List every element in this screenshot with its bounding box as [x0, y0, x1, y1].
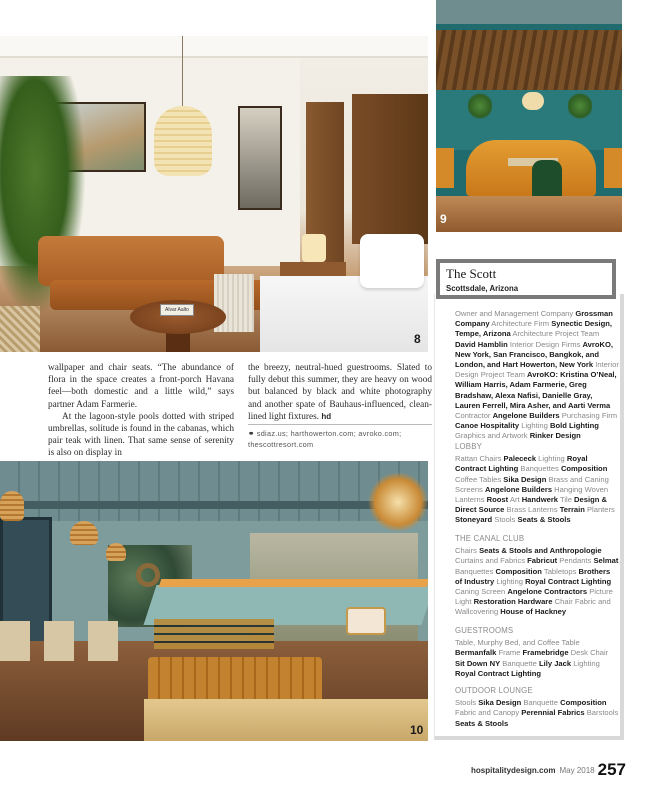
- footer-date: May 2018: [559, 766, 595, 775]
- project-location: Scottsdale, Arizona: [446, 284, 519, 293]
- credits-guestrooms: [455, 626, 619, 679]
- page-number: 257: [597, 760, 626, 779]
- article-paragraph: wallpaper and chair seats. “The abundance of flora in the space creates a front-porch Havana feel—both domestic and a little wild,” says partner Adam Farmerie.: [48, 363, 234, 410]
- wall-sconce: [346, 607, 386, 635]
- credit-company: Lily Jack: [539, 658, 572, 668]
- credits-text: sdiaz.us; harthowerton.com; avroko.com; thescottresort.com: [248, 429, 402, 449]
- credit-role: Stools: [492, 515, 518, 525]
- credit-role: Banquette: [500, 658, 539, 668]
- credit-role: Owner and Management Company: [455, 309, 576, 318]
- credit-company: Sika Design: [503, 474, 547, 484]
- caning-screens: [154, 619, 274, 649]
- credit-company: Composition: [560, 698, 607, 708]
- photo-credits: [248, 424, 432, 450]
- credit-role: Architecture Project Team: [510, 329, 600, 339]
- side-booth-left: [436, 148, 454, 188]
- article-column-1: [48, 362, 234, 460]
- credit-company: Seats & Stools: [455, 718, 509, 728]
- woven-pendant-3: [0, 491, 24, 521]
- credit-role: Picture Light: [455, 587, 613, 607]
- dining-table: [144, 699, 428, 741]
- credit-company: Angelone Contractors: [507, 587, 588, 597]
- credit-role: Architecture Firm: [489, 319, 552, 329]
- link-icon: ⚭: [248, 429, 255, 438]
- credit-role: Banquettes: [455, 566, 496, 576]
- wood-ceiling-slats: [436, 30, 622, 90]
- credit-role: Desk Chair: [568, 648, 609, 658]
- pillow: [360, 234, 424, 288]
- credit-company: AvroKO: Kristina O’Neal, William Harris, Adam Farmerie, Greg Bradshaw, Alexa Nafisi, Danielle Gray, Lauren Ferrell, Mira Asher, and Aarti Verma: [455, 370, 617, 410]
- ceiling: [0, 36, 428, 58]
- lobby-photo: [0, 461, 428, 741]
- article-paragraph: At the lagoon-style pools dotted with striped umbrellas, solitude is found in the cabanas, which pair teak with linen. That same sense of serenity is also on display in: [48, 411, 234, 459]
- credit-role: Brass and Caning Screens: [455, 474, 609, 494]
- potted-plant-left: [468, 92, 492, 120]
- credit-role: Frame: [496, 648, 523, 658]
- bistro-tables: [0, 621, 120, 661]
- credit-company: Royal Contract Lighting: [455, 668, 542, 678]
- credit-company: Composition: [560, 464, 608, 474]
- credit-company: Seats & Stools: [517, 515, 571, 525]
- coffee-table-base: [166, 332, 190, 352]
- article-paragraph-text: the breezy, neutral-hued guestrooms. Slated to fully debut this summer, they are heavy on wood but balanced by black and white photography and another spate of Bauhaus-influenced, clean-lined light fixtures.: [248, 363, 432, 422]
- credit-company: Canoe Hospitality: [455, 421, 520, 431]
- credit-role: Brass Lanterns: [504, 505, 560, 515]
- credits-outdoor-lounge: [455, 686, 619, 729]
- credit-role: Fabric and Canopy: [455, 708, 522, 718]
- credits-lobby: [455, 442, 619, 526]
- pendant-lamp: [154, 106, 212, 176]
- credits-section-body: [455, 698, 619, 729]
- credit-company: Handwerk: [521, 495, 558, 505]
- wood-screen: [352, 94, 428, 244]
- credits-canal-club: [455, 534, 619, 618]
- credit-company: Angelone Builders: [492, 411, 560, 421]
- project-title: The Scott: [446, 266, 497, 281]
- credit-role: Interior Design Firms: [507, 339, 583, 349]
- leather-banquette: [148, 657, 322, 703]
- credit-company: Royal Contract Lighting: [455, 454, 588, 474]
- side-booth-right: [604, 148, 622, 188]
- credit-company: Brothers of Industry: [455, 566, 611, 586]
- credit-company: Composition: [495, 566, 542, 576]
- credit-company: Sit Down NY: [455, 658, 501, 668]
- credit-role: Contractor: [455, 411, 493, 421]
- credit-role: Art: [508, 495, 522, 505]
- credits-section-heading: LOBBY: [455, 442, 483, 451]
- credit-company: Framebridge: [522, 648, 569, 658]
- hd-signoff: hd: [321, 411, 332, 421]
- credit-company: Angelone Builders: [484, 484, 553, 494]
- credit-company: Roost: [486, 495, 509, 505]
- credit-role: Banquette: [521, 698, 561, 708]
- credit-company: Restoration Hardware: [473, 597, 553, 607]
- credit-company: Rinker Design: [529, 431, 581, 441]
- guestroom-photo: [0, 36, 428, 352]
- credit-role: Lighting: [519, 421, 550, 431]
- wall-photo-right: [238, 106, 282, 210]
- woven-pendant-1: [70, 521, 98, 545]
- credit-role: Lighting: [494, 576, 526, 586]
- footer-site: hospitalitydesign.com: [471, 766, 556, 775]
- brass-chandelier: [368, 473, 428, 531]
- credit-role: Tile: [558, 495, 575, 505]
- slatted-ceiling: [0, 461, 428, 521]
- credit-company: Stoneyard: [455, 515, 493, 525]
- woven-pot: [0, 306, 40, 352]
- ceiling: [436, 0, 622, 24]
- article-paragraph: [248, 362, 432, 423]
- coffee-table-book: Alvar Aalto: [160, 304, 194, 316]
- table-lamp: [302, 234, 326, 262]
- credit-company: Selmat: [593, 556, 619, 566]
- credit-role: Lighting: [536, 454, 567, 464]
- credits-section-body: [455, 546, 619, 617]
- credit-role: Banquettes: [518, 464, 561, 474]
- woven-wall-decor: [136, 563, 160, 587]
- credit-role: Chairs: [455, 546, 480, 556]
- credit-company: Perennial Fabrics: [521, 708, 585, 718]
- credit-role: Graphics and Artwork: [455, 431, 530, 441]
- credit-role: Purchasing Firm: [559, 411, 618, 421]
- credit-company: Sika Design: [478, 698, 522, 708]
- credits-section-heading: THE CANAL CLUB: [455, 534, 525, 543]
- credit-role: Hanging Woven Lanterns: [455, 484, 609, 505]
- credit-company: Fabricut: [527, 556, 558, 566]
- credits-section-heading: OUTDOOR LOUNGE: [455, 686, 533, 695]
- credit-role: Barstools: [584, 708, 619, 718]
- credit-company: House of Hackney: [500, 607, 567, 617]
- credit-company: Palececk: [503, 454, 537, 464]
- credit-company: Design & Direct Source: [455, 495, 607, 515]
- credit-company: Terrain: [559, 505, 585, 515]
- credit-company: Bermanfalk: [455, 648, 497, 658]
- credit-company: Royal Contract Lighting: [525, 576, 612, 586]
- woven-pendant-2: [106, 543, 126, 561]
- sidebar-title-box: [436, 259, 616, 299]
- credit-role: Coffee Tables: [455, 474, 504, 484]
- credit-role: Curtains and Fabrics: [455, 556, 528, 566]
- leather-sofa-back: [38, 236, 224, 286]
- credit-role: Lighting: [571, 658, 600, 668]
- wood-floor: [436, 196, 622, 232]
- credit-role: Planters: [584, 505, 615, 515]
- credits-section-heading: GUESTROOMS: [455, 626, 514, 635]
- potted-plant-right: [568, 92, 592, 120]
- article-column-2: [248, 362, 432, 423]
- photo-number-8: 8: [414, 332, 421, 346]
- pendant-lamp: [522, 92, 544, 110]
- mustard-booth: [466, 140, 596, 196]
- credit-company: Seats & Stools and Anthropologie: [479, 546, 602, 556]
- ceiling-beam: [0, 501, 428, 509]
- credit-company: AvroKO, New York, San Francisco, Bangkok, and London, and Hart Howerton, New York: [455, 339, 613, 370]
- page-footer: [440, 760, 626, 780]
- credits-intro: [455, 309, 619, 442]
- lamp-cord: [182, 36, 183, 108]
- credit-company: Bold Lighting: [549, 421, 599, 431]
- credit-company: Grossman Company: [455, 309, 613, 329]
- credit-role: Tabletops: [541, 566, 579, 576]
- photo-number-9: 9: [440, 212, 447, 226]
- dining-booth-photo: [436, 0, 622, 232]
- credit-role: Chair Fabric and Wallcovering: [455, 597, 611, 617]
- credit-role: Stools: [455, 698, 479, 708]
- bar-counter-top: [159, 579, 428, 587]
- credit-role: Caning Screen: [455, 587, 508, 597]
- photo-number-10: 10: [410, 723, 424, 737]
- credit-role: Rattan Chairs: [455, 454, 504, 464]
- credits-section-body: [455, 638, 619, 679]
- green-velvet-chair: [532, 160, 562, 200]
- credits-section-body: [455, 454, 619, 525]
- credit-role: Interior Design Project Team: [455, 360, 619, 380]
- credit-company: Synectic Design, Tempe, Arizona: [455, 319, 612, 339]
- credit-role: Table, Murphy Bed, and Coffee Table: [455, 638, 580, 648]
- credit-role: Pendants: [557, 556, 594, 566]
- credit-company: David Hamblin: [455, 339, 508, 349]
